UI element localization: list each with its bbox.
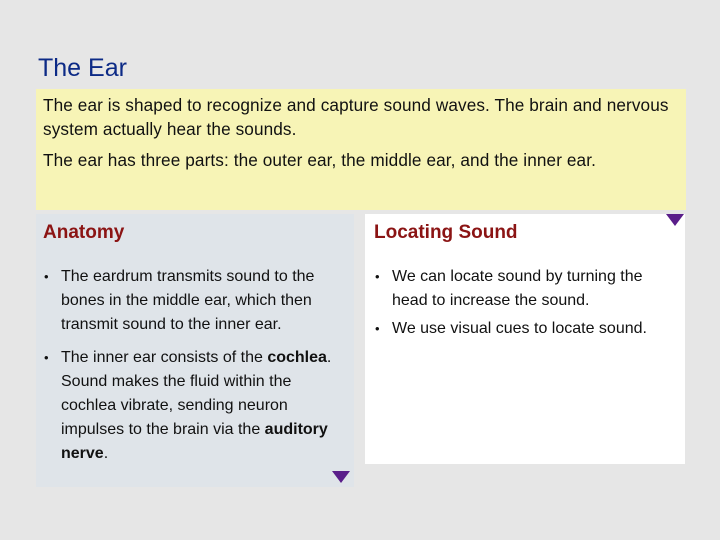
anatomy-panel bbox=[36, 214, 354, 487]
anatomy-bullet-2-pre: The inner ear consists of the bbox=[61, 349, 268, 366]
bullet-icon: • bbox=[44, 269, 49, 284]
triangle-marker-icon bbox=[332, 471, 350, 483]
intro-box bbox=[36, 89, 686, 210]
bullet-icon: • bbox=[375, 321, 380, 336]
slide-title: The Ear bbox=[38, 54, 127, 82]
bullet-icon: • bbox=[44, 350, 49, 365]
anatomy-bullet-2-post: . bbox=[103, 445, 109, 462]
locating-heading: Locating Sound bbox=[374, 222, 518, 243]
locating-list bbox=[374, 265, 679, 341]
anatomy-bullet-1: The eardrum transmits sound to the bones in the middle ear, which then transmit sound to the inner ear. bbox=[61, 268, 315, 333]
locating-bullet-1: We can locate sound by turning the head to increase the sound. bbox=[392, 268, 643, 309]
cochlea-term: cochlea bbox=[267, 349, 327, 366]
bullet-icon: • bbox=[375, 269, 380, 284]
triangle-marker-icon bbox=[666, 214, 684, 226]
list-item bbox=[374, 317, 679, 341]
intro-text-1: The ear is shaped to recognize and capture sound waves. The brain and nervous system actually hear the sounds. bbox=[43, 95, 669, 139]
list-item bbox=[43, 265, 348, 337]
list-item bbox=[374, 265, 679, 313]
list-item bbox=[43, 346, 348, 466]
locating-sound-panel bbox=[365, 214, 685, 464]
auditory-nerve-term: auditory nerve bbox=[61, 421, 328, 462]
locating-bullet-2: We use visual cues to locate sound. bbox=[392, 320, 647, 337]
anatomy-list bbox=[43, 265, 348, 466]
anatomy-bullet-2-mid: . Sound makes the fluid within the cochlea vibrate, sending neuron impulses to the brain via the bbox=[61, 349, 332, 438]
intro-text-2: The ear has three parts: the outer ear, the middle ear, and the inner ear. bbox=[43, 150, 596, 170]
anatomy-heading: Anatomy bbox=[43, 222, 125, 243]
